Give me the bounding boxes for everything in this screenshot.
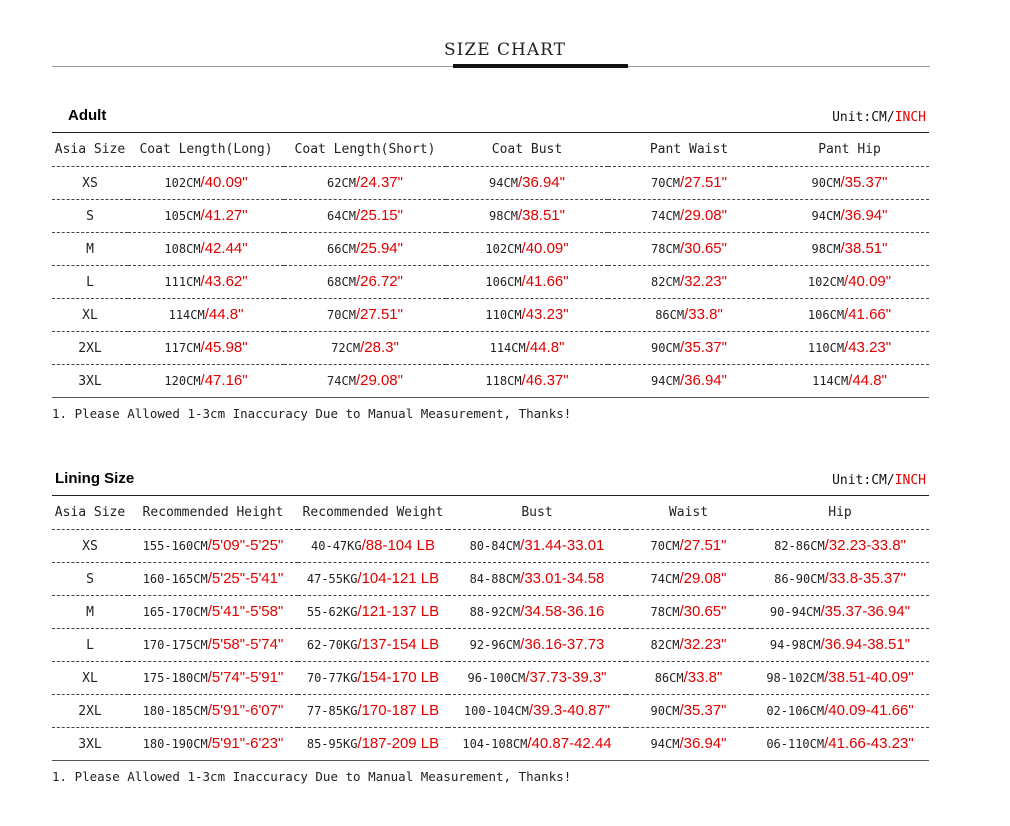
measurement-cell: [284, 233, 446, 266]
metric-value: 90CM: [651, 341, 680, 355]
measurement-cell: [128, 167, 284, 200]
metric-value: 85-95KG: [306, 737, 358, 751]
column-header: Pant Hip: [770, 133, 929, 167]
metric-value: 82CM: [651, 275, 680, 289]
metric-value: 70CM: [651, 176, 680, 190]
size-cell: XS: [52, 530, 128, 563]
table-row: [52, 200, 929, 233]
measurement-cell: [128, 596, 298, 629]
measurement-cell: [128, 530, 298, 563]
metric-value: 90-94CM: [769, 605, 821, 619]
measurement-cell: [128, 266, 284, 299]
column-header: Bust: [448, 496, 626, 530]
metric-value: 92-96CM: [469, 638, 521, 652]
imperial-value: /36.16-37.73: [520, 636, 605, 653]
imperial-value: /40.09": [844, 273, 892, 290]
imperial-value: /37.73-39.3": [525, 669, 607, 686]
imperial-value: /40.87-42.44: [527, 735, 612, 752]
measurement-cell: [751, 563, 929, 596]
imperial-value: /36.94": [679, 735, 727, 752]
measurement-cell: [751, 629, 929, 662]
imperial-value: /35.37": [840, 174, 888, 191]
size-cell: XS: [52, 167, 128, 200]
measurement-cell: [284, 266, 446, 299]
metric-value: 82-86CM: [774, 539, 825, 553]
metric-value: 94CM: [650, 737, 680, 751]
unit-cm: Unit:CM/: [832, 473, 895, 488]
size-cell: XL: [52, 662, 128, 695]
metric-value: 106CM: [807, 308, 845, 322]
measurement-cell: [298, 728, 448, 761]
metric-value: 94CM: [651, 374, 680, 388]
lining-section-title: Lining Size: [55, 470, 135, 487]
measurement-cell: [626, 662, 751, 695]
imperial-value: /5'74"-5'91": [207, 669, 284, 686]
metric-value: 90CM: [650, 704, 680, 718]
imperial-value: /88-104 LB: [361, 537, 435, 554]
measurement-cell: [446, 365, 608, 398]
imperial-value: /36.94": [840, 207, 888, 224]
adult-measurement-note: 1. Please Allowed 1-3cm Inaccuracy Due to Manual Measurement, Thanks!: [52, 406, 572, 421]
imperial-value: /121-137 LB: [357, 603, 440, 620]
imperial-value: /29.08": [679, 570, 727, 587]
measurement-cell: [128, 695, 298, 728]
imperial-value: /27.51": [679, 174, 727, 191]
size-cell: S: [52, 563, 128, 596]
measurement-cell: [128, 332, 284, 365]
column-header: Hip: [751, 496, 929, 530]
metric-value: 74CM: [651, 209, 680, 223]
measurement-cell: [626, 629, 751, 662]
measurement-cell: [448, 530, 626, 563]
table-row: [52, 332, 929, 365]
title-underline: [453, 64, 628, 68]
imperial-value: /39.3-40.87": [528, 702, 611, 719]
imperial-value: /28.3": [360, 339, 399, 356]
imperial-value: /5'41"-5'58": [207, 603, 284, 620]
metric-value: 80-84CM: [469, 539, 521, 553]
metric-value: 84-88CM: [469, 572, 521, 586]
measurement-cell: [608, 200, 770, 233]
measurement-cell: [446, 233, 608, 266]
metric-value: 68CM: [327, 275, 356, 289]
imperial-value: /32.23": [679, 636, 727, 653]
imperial-value: /5'91"-6'23": [207, 735, 284, 752]
measurement-cell: [626, 530, 751, 563]
measurement-cell: [608, 167, 770, 200]
metric-value: 98CM: [489, 209, 518, 223]
column-header: Asia Size: [52, 496, 128, 530]
measurement-cell: [751, 530, 929, 563]
measurement-cell: [284, 167, 446, 200]
measurement-cell: [298, 563, 448, 596]
metric-value: 70CM: [327, 308, 356, 322]
measurement-cell: [448, 629, 626, 662]
metric-value: 72CM: [331, 341, 361, 355]
imperial-value: /26.72": [355, 273, 403, 290]
table-header-row: [52, 133, 929, 167]
metric-value: 06-110CM: [766, 737, 825, 751]
imperial-value: /41.66": [521, 273, 569, 290]
measurement-cell: [626, 596, 751, 629]
measurement-cell: [751, 662, 929, 695]
imperial-value: /31.44-33.01: [520, 537, 605, 554]
metric-value: 165-170CM: [142, 605, 208, 619]
metric-value: 104-108CM: [462, 737, 528, 751]
imperial-value: /38.51": [840, 240, 888, 257]
table-row: [52, 563, 929, 596]
metric-value: 110CM: [485, 308, 522, 322]
imperial-value: /170-187 LB: [357, 702, 440, 719]
column-header: Waist: [626, 496, 751, 530]
measurement-cell: [446, 266, 608, 299]
imperial-value: /43.62": [200, 273, 248, 290]
metric-value: 96-100CM: [467, 671, 526, 685]
size-cell: 2XL: [52, 332, 128, 365]
measurement-cell: [446, 167, 608, 200]
imperial-value: /38.51": [517, 207, 565, 224]
metric-value: 100-104CM: [463, 704, 529, 718]
imperial-value: /43.23": [844, 339, 892, 356]
metric-value: 70CM: [650, 539, 680, 553]
imperial-value: /35.37": [679, 702, 727, 719]
measurement-cell: [446, 332, 608, 365]
measurement-cell: [770, 233, 929, 266]
imperial-value: /5'09"-5'25": [207, 537, 284, 554]
measurement-cell: [770, 365, 929, 398]
measurement-cell: [128, 563, 298, 596]
imperial-value: /25.94": [355, 240, 403, 257]
metric-value: 62CM: [327, 176, 356, 190]
measurement-cell: [448, 563, 626, 596]
metric-value: 102CM: [485, 242, 522, 256]
table-row: [52, 530, 929, 563]
metric-value: 102CM: [164, 176, 201, 190]
table-row: [52, 365, 929, 398]
metric-value: 108CM: [164, 242, 201, 256]
metric-value: 74CM: [327, 374, 356, 388]
column-header: Asia Size: [52, 133, 128, 167]
measurement-cell: [448, 662, 626, 695]
measurement-cell: [298, 530, 448, 563]
metric-value: 111CM: [164, 275, 201, 289]
imperial-value: /41.27": [200, 207, 248, 224]
metric-value: 66CM: [327, 242, 356, 256]
metric-value: 114CM: [812, 374, 849, 388]
imperial-value: /42.44": [200, 240, 248, 257]
imperial-value: /29.08": [355, 372, 403, 389]
measurement-cell: [751, 728, 929, 761]
imperial-value: /38.51-40.09": [824, 669, 914, 686]
metric-value: 98CM: [811, 242, 841, 256]
metric-value: 86CM: [654, 671, 684, 685]
measurement-cell: [608, 299, 770, 332]
column-header: Coat Length(Long): [128, 133, 284, 167]
imperial-value: /36.94-38.51": [820, 636, 911, 653]
adult-size-table: [52, 132, 929, 398]
metric-value: 175-180CM: [142, 671, 208, 685]
size-cell: XL: [52, 299, 128, 332]
metric-value: 102CM: [807, 275, 845, 289]
measurement-cell: [770, 167, 929, 200]
lining-size-table: [52, 495, 929, 761]
metric-value: 117CM: [164, 341, 201, 355]
measurement-cell: [448, 728, 626, 761]
page-title: SIZE CHART: [444, 40, 566, 60]
measurement-cell: [608, 332, 770, 365]
imperial-value: /44.8": [525, 339, 565, 356]
size-cell: 3XL: [52, 365, 128, 398]
adult-section-title: Adult: [68, 107, 107, 124]
metric-value: 120CM: [164, 374, 201, 388]
imperial-value: /27.51": [355, 306, 403, 323]
measurement-cell: [770, 332, 929, 365]
metric-value: 86CM: [655, 308, 685, 322]
imperial-value: /43.23": [521, 306, 569, 323]
metric-value: 77-85KG: [306, 704, 358, 718]
metric-value: 106CM: [485, 275, 522, 289]
size-cell: L: [52, 266, 128, 299]
metric-value: 114CM: [168, 308, 205, 322]
measurement-cell: [284, 299, 446, 332]
measurement-cell: [446, 299, 608, 332]
size-cell: M: [52, 596, 128, 629]
unit-inch: INCH: [894, 110, 926, 125]
imperial-value: /29.08": [679, 207, 727, 224]
imperial-value: /5'91"-6'07": [207, 702, 284, 719]
imperial-value: /187-209 LB: [357, 735, 440, 752]
measurement-cell: [626, 728, 751, 761]
lining-measurement-note: 1. Please Allowed 1-3cm Inaccuracy Due to Manual Measurement, Thanks!: [52, 769, 572, 784]
measurement-cell: [446, 200, 608, 233]
table-row: [52, 695, 929, 728]
table-row: [52, 728, 929, 761]
imperial-value: /24.37": [355, 174, 403, 191]
imperial-value: /25.15": [355, 207, 403, 224]
metric-value: 170-175CM: [142, 638, 208, 652]
imperial-value: /5'25"-5'41": [207, 570, 284, 587]
metric-value: 40-47KG: [311, 539, 362, 553]
measurement-cell: [298, 596, 448, 629]
metric-value: 114CM: [489, 341, 526, 355]
metric-value: 90CM: [811, 176, 841, 190]
metric-value: 94CM: [489, 176, 518, 190]
column-header: Coat Length(Short): [284, 133, 446, 167]
measurement-cell: [608, 365, 770, 398]
measurement-cell: [770, 266, 929, 299]
column-header: Recommended Weight: [298, 496, 448, 530]
metric-value: 94-98CM: [769, 638, 821, 652]
measurement-cell: [128, 662, 298, 695]
imperial-value: /32.23": [679, 273, 727, 290]
table-row: [52, 233, 929, 266]
imperial-value: /104-121 LB: [357, 570, 440, 587]
metric-value: 62-70KG: [306, 638, 358, 652]
column-header: Pant Waist: [608, 133, 770, 167]
table-row: [52, 299, 929, 332]
metric-value: 94CM: [811, 209, 841, 223]
measurement-cell: [751, 695, 929, 728]
measurement-cell: [128, 299, 284, 332]
imperial-value: /41.66": [844, 306, 892, 323]
measurement-cell: [608, 233, 770, 266]
size-cell: 2XL: [52, 695, 128, 728]
imperial-value: /34.58-36.16: [520, 603, 605, 620]
column-header: Recommended Height: [128, 496, 298, 530]
imperial-value: /32.23-33.8": [824, 537, 906, 554]
unit-cm: Unit:CM/: [832, 110, 895, 125]
measurement-cell: [298, 629, 448, 662]
imperial-value: /35.37-36.94": [820, 603, 911, 620]
measurement-cell: [448, 695, 626, 728]
metric-value: 118CM: [485, 374, 522, 388]
metric-value: 180-190CM: [142, 737, 208, 751]
unit-inch: INCH: [894, 473, 926, 488]
imperial-value: /35.37": [679, 339, 727, 356]
imperial-value: /41.66-43.23": [824, 735, 914, 752]
imperial-value: /46.37": [521, 372, 569, 389]
imperial-value: /47.16": [200, 372, 248, 389]
metric-value: 155-160CM: [142, 539, 208, 553]
measurement-cell: [608, 266, 770, 299]
metric-value: 02-106CM: [766, 704, 825, 718]
table-header-row: [52, 496, 929, 530]
measurement-cell: [128, 365, 284, 398]
imperial-value: /33.8-35.37": [824, 570, 906, 587]
imperial-value: /33.01-34.58: [520, 570, 605, 587]
measurement-cell: [448, 596, 626, 629]
metric-value: 82CM: [650, 638, 680, 652]
measurement-cell: [770, 299, 929, 332]
metric-value: 105CM: [164, 209, 201, 223]
metric-value: 86-90CM: [774, 572, 825, 586]
measurement-cell: [128, 728, 298, 761]
metric-value: 110CM: [807, 341, 845, 355]
imperial-value: /36.94": [679, 372, 727, 389]
metric-value: 64CM: [327, 209, 356, 223]
measurement-cell: [298, 695, 448, 728]
imperial-value: /5'58"-5'74": [207, 636, 284, 653]
measurement-cell: [284, 200, 446, 233]
imperial-value: /44.8": [848, 372, 887, 389]
imperial-value: /36.94": [517, 174, 565, 191]
measurement-cell: [284, 332, 446, 365]
measurement-cell: [284, 365, 446, 398]
imperial-value: /33.8": [684, 306, 723, 323]
table-row: [52, 596, 929, 629]
metric-value: 180-185CM: [142, 704, 208, 718]
size-cell: M: [52, 233, 128, 266]
size-cell: 3XL: [52, 728, 128, 761]
measurement-cell: [128, 233, 284, 266]
imperial-value: /33.8": [683, 669, 723, 686]
imperial-value: /30.65": [679, 603, 727, 620]
table-row: [52, 662, 929, 695]
adult-unit-label: [832, 110, 926, 125]
metric-value: 78CM: [651, 242, 680, 256]
imperial-value: /30.65": [679, 240, 727, 257]
metric-value: 98-102CM: [766, 671, 825, 685]
imperial-value: /40.09": [521, 240, 569, 257]
size-cell: L: [52, 629, 128, 662]
imperial-value: /154-170 LB: [357, 669, 440, 686]
measurement-cell: [626, 695, 751, 728]
imperial-value: /137-154 LB: [357, 636, 440, 653]
metric-value: 88-92CM: [469, 605, 521, 619]
measurement-cell: [626, 563, 751, 596]
table-row: [52, 167, 929, 200]
imperial-value: /40.09": [200, 174, 248, 191]
measurement-cell: [298, 662, 448, 695]
metric-value: 55-62KG: [306, 605, 358, 619]
table-row: [52, 266, 929, 299]
metric-value: 78CM: [650, 605, 680, 619]
measurement-cell: [770, 200, 929, 233]
table-row: [52, 629, 929, 662]
imperial-value: /44.8": [204, 306, 244, 323]
metric-value: 74CM: [650, 572, 680, 586]
size-cell: S: [52, 200, 128, 233]
imperial-value: /40.09-41.66": [824, 702, 914, 719]
metric-value: 47-55KG: [306, 572, 358, 586]
imperial-value: /45.98": [200, 339, 248, 356]
measurement-cell: [128, 200, 284, 233]
measurement-cell: [128, 629, 298, 662]
metric-value: 160-165CM: [142, 572, 208, 586]
imperial-value: /27.51": [679, 537, 727, 554]
metric-value: 70-77KG: [306, 671, 358, 685]
lining-unit-label: [832, 473, 926, 488]
measurement-cell: [751, 596, 929, 629]
column-header: Coat Bust: [446, 133, 608, 167]
